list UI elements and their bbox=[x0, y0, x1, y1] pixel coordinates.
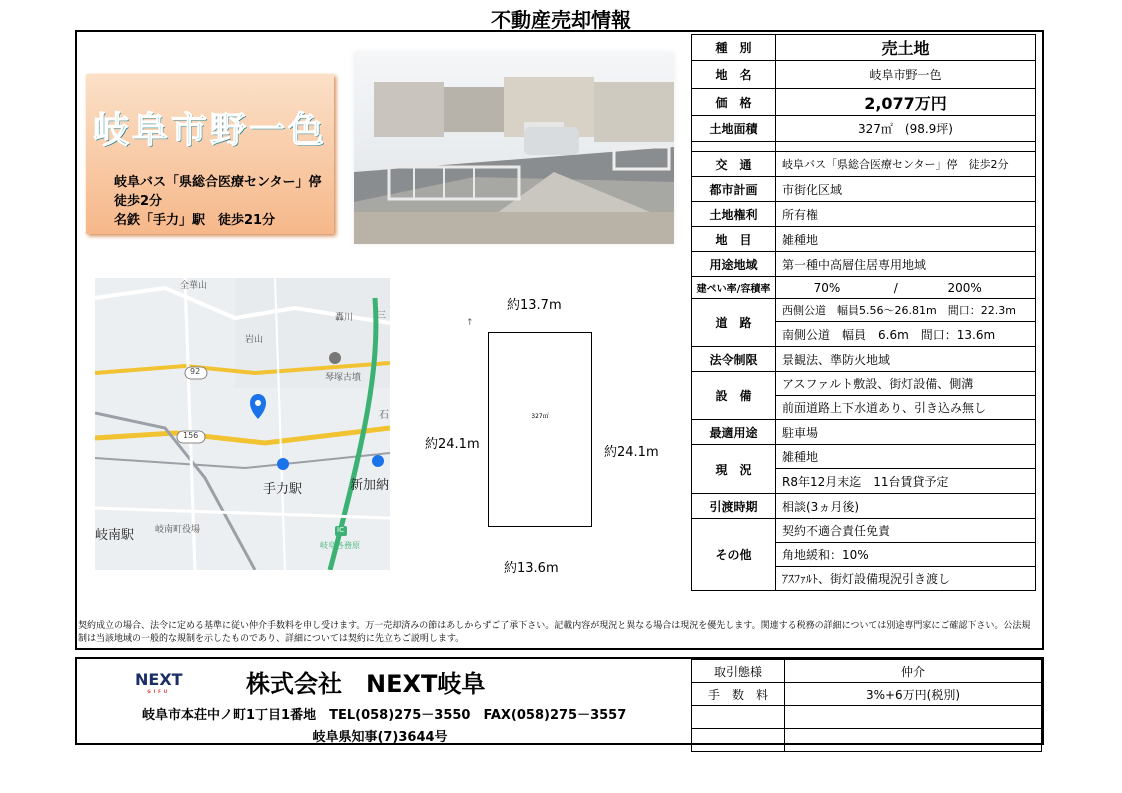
spec-key: 法令制限 bbox=[692, 347, 776, 372]
north-arrow-icon: ↑ bbox=[466, 318, 474, 328]
spec-key: 道 路 bbox=[692, 299, 776, 347]
site-photo bbox=[354, 52, 674, 244]
logo-text: NEXT bbox=[135, 670, 183, 689]
spec-key: 設 備 bbox=[692, 372, 776, 420]
table-row bbox=[692, 494, 1036, 519]
spec-value: 岐阜バス「県総合医療センター」停 徒歩2分 bbox=[776, 152, 1036, 177]
table-row bbox=[692, 706, 1042, 729]
table-row bbox=[692, 116, 1036, 142]
spec-value: 西側公道 幅員5.56〜26.81m 間口：22.3m bbox=[776, 299, 1036, 322]
table-row bbox=[692, 683, 1042, 706]
spec-key: 土地面積 bbox=[692, 116, 776, 142]
spec-value: アスファルト敷設、街灯設備、側溝 bbox=[776, 372, 1036, 396]
promo-line: 名鉄「手力」駅 徒歩21分 bbox=[114, 213, 276, 228]
ratio-cell bbox=[776, 277, 1036, 299]
far-value: 200% bbox=[947, 280, 982, 295]
spec-key: 交 通 bbox=[692, 152, 776, 177]
spec-value: 327㎡ (98.9坪) bbox=[776, 116, 1036, 142]
plot-area-label: 327㎡ bbox=[531, 413, 549, 420]
map-label: 156 bbox=[183, 431, 199, 440]
table-row bbox=[692, 152, 1036, 177]
table-row bbox=[692, 660, 1042, 683]
bcr-value: 70% bbox=[813, 280, 841, 295]
company-address: 岐阜市本荘中ノ町1丁目1番地 TEL(058)275－3550 FAX(058)275－3557 bbox=[142, 708, 627, 723]
table-row bbox=[692, 299, 1036, 322]
map-label: 琴塚古墳 bbox=[325, 373, 362, 383]
promo-heading: 岐阜市野一色 bbox=[92, 110, 327, 151]
table-row bbox=[692, 177, 1036, 202]
spec-key: 地 名 bbox=[692, 61, 776, 89]
spec-value: 所有権 bbox=[776, 202, 1036, 227]
map-label: 岐南町役場 bbox=[155, 525, 201, 535]
price-value: 2,077万円 bbox=[776, 89, 1036, 116]
table-row bbox=[692, 519, 1036, 543]
spec-value: 角地緩和：10% bbox=[776, 543, 1036, 567]
spec-value: 雑種地 bbox=[776, 227, 1036, 252]
spec-value: 契約不適合責任免責 bbox=[776, 519, 1036, 543]
plot-shape bbox=[488, 332, 592, 527]
table-row bbox=[692, 347, 1036, 372]
spec-key: 現 況 bbox=[692, 445, 776, 494]
table-row bbox=[692, 227, 1036, 252]
table-row bbox=[692, 445, 1036, 469]
spec-key: 建ぺい率/容積率 bbox=[692, 277, 776, 299]
spec-value: 岐阜市野一色 bbox=[776, 61, 1036, 89]
spec-value: 景観法、準防火地域 bbox=[776, 347, 1036, 372]
table-row bbox=[692, 372, 1036, 396]
ratio-separator: / bbox=[893, 280, 898, 295]
table-row bbox=[692, 142, 1036, 152]
spec-key: 地 目 bbox=[692, 227, 776, 252]
promo-box bbox=[86, 74, 334, 234]
table-row bbox=[692, 61, 1036, 89]
spec-key: 価 格 bbox=[692, 89, 776, 116]
dim-right: 約24.1m bbox=[604, 445, 659, 460]
map-label: 新加納 bbox=[350, 478, 390, 493]
spec-value: 前面道路上下水道あり、引き込み無し bbox=[776, 396, 1036, 420]
disclaimer-notes: 契約成立の場合、法令に定める基準に従い仲介手数料を申し受けます。万一売却済みの節はあしからずご了承下さい。記載内容が現況と異なる場合は現況を優先します。関連する税務の詳細については別途専門家にご確認下さい。公法規制は当該地域の一般的な規制を示したものであり、詳細については契約に先立ちご説明します。 bbox=[78, 621, 1031, 644]
spec-key: 種 別 bbox=[692, 35, 776, 61]
page-title: 不動産売却情報 bbox=[491, 8, 631, 32]
spec-key: 最適用途 bbox=[692, 420, 776, 445]
spec-value: 雑種地 bbox=[776, 445, 1036, 469]
company-logo bbox=[135, 670, 183, 694]
spec-table bbox=[691, 34, 1036, 591]
dim-bottom: 約13.6m bbox=[504, 561, 559, 576]
spec-key: その他 bbox=[692, 519, 776, 591]
table-row bbox=[692, 277, 1036, 299]
map-label: 三 bbox=[377, 311, 387, 321]
logo-subtext: GIFU bbox=[147, 689, 171, 694]
table-row bbox=[692, 202, 1036, 227]
table-row bbox=[692, 420, 1036, 445]
map-label: 全華山 bbox=[180, 281, 208, 291]
dim-top: 約13.7m bbox=[507, 298, 562, 313]
spec-value: 駐車場 bbox=[776, 420, 1036, 445]
spec-key: 都市計画 bbox=[692, 177, 776, 202]
fee-key: 手 数 料 bbox=[692, 683, 785, 706]
spec-key: 土地権利 bbox=[692, 202, 776, 227]
map-label: 92 bbox=[190, 367, 201, 376]
map-label: IC bbox=[337, 526, 344, 534]
table-row bbox=[692, 89, 1036, 116]
fee-value: 仲介 bbox=[785, 660, 1042, 683]
spec-value: 南側公道 幅員 6.6m 間口：13.6m bbox=[776, 322, 1036, 347]
spec-key: 引渡時期 bbox=[692, 494, 776, 519]
map-label: 岐阜各務原 bbox=[320, 541, 360, 550]
map-label: 岩山 bbox=[245, 335, 264, 345]
spec-value: R8年12月末迄 11台賃貸予定 bbox=[776, 469, 1036, 494]
promo-line: 岐阜バス「県総合医療センター」停 bbox=[114, 175, 322, 190]
dim-left: 約24.1m bbox=[425, 437, 480, 452]
map-label: 手力駅 bbox=[263, 482, 303, 497]
fee-value: 3%+6万円(税別) bbox=[785, 683, 1042, 706]
map-label: 石 bbox=[379, 410, 389, 421]
spec-value: ｱｽﾌｧﾙﾄ、街灯設備現況引き渡し bbox=[776, 567, 1036, 591]
map-label: 岐南駅 bbox=[95, 528, 135, 543]
map-label: 轟川 bbox=[335, 313, 354, 323]
table-row bbox=[692, 729, 1042, 752]
fees-table bbox=[691, 659, 1042, 752]
table-row bbox=[692, 252, 1036, 277]
fee-key: 取引態様 bbox=[692, 660, 785, 683]
spec-key: 用途地域 bbox=[692, 252, 776, 277]
spec-value: 売土地 bbox=[776, 35, 1036, 61]
table-row bbox=[692, 35, 1036, 61]
location-map bbox=[95, 278, 390, 570]
spec-value: 相談(3ヵ月後) bbox=[776, 494, 1036, 519]
spec-value: 第一種中高層住居専用地域 bbox=[776, 252, 1036, 277]
promo-line: 徒歩2分 bbox=[114, 194, 163, 209]
license-number: 岐阜県知事(7)3644号 bbox=[312, 730, 448, 745]
company-name: 株式会社 NEXT岐阜 bbox=[246, 670, 486, 698]
spec-value: 市街化区域 bbox=[776, 177, 1036, 202]
